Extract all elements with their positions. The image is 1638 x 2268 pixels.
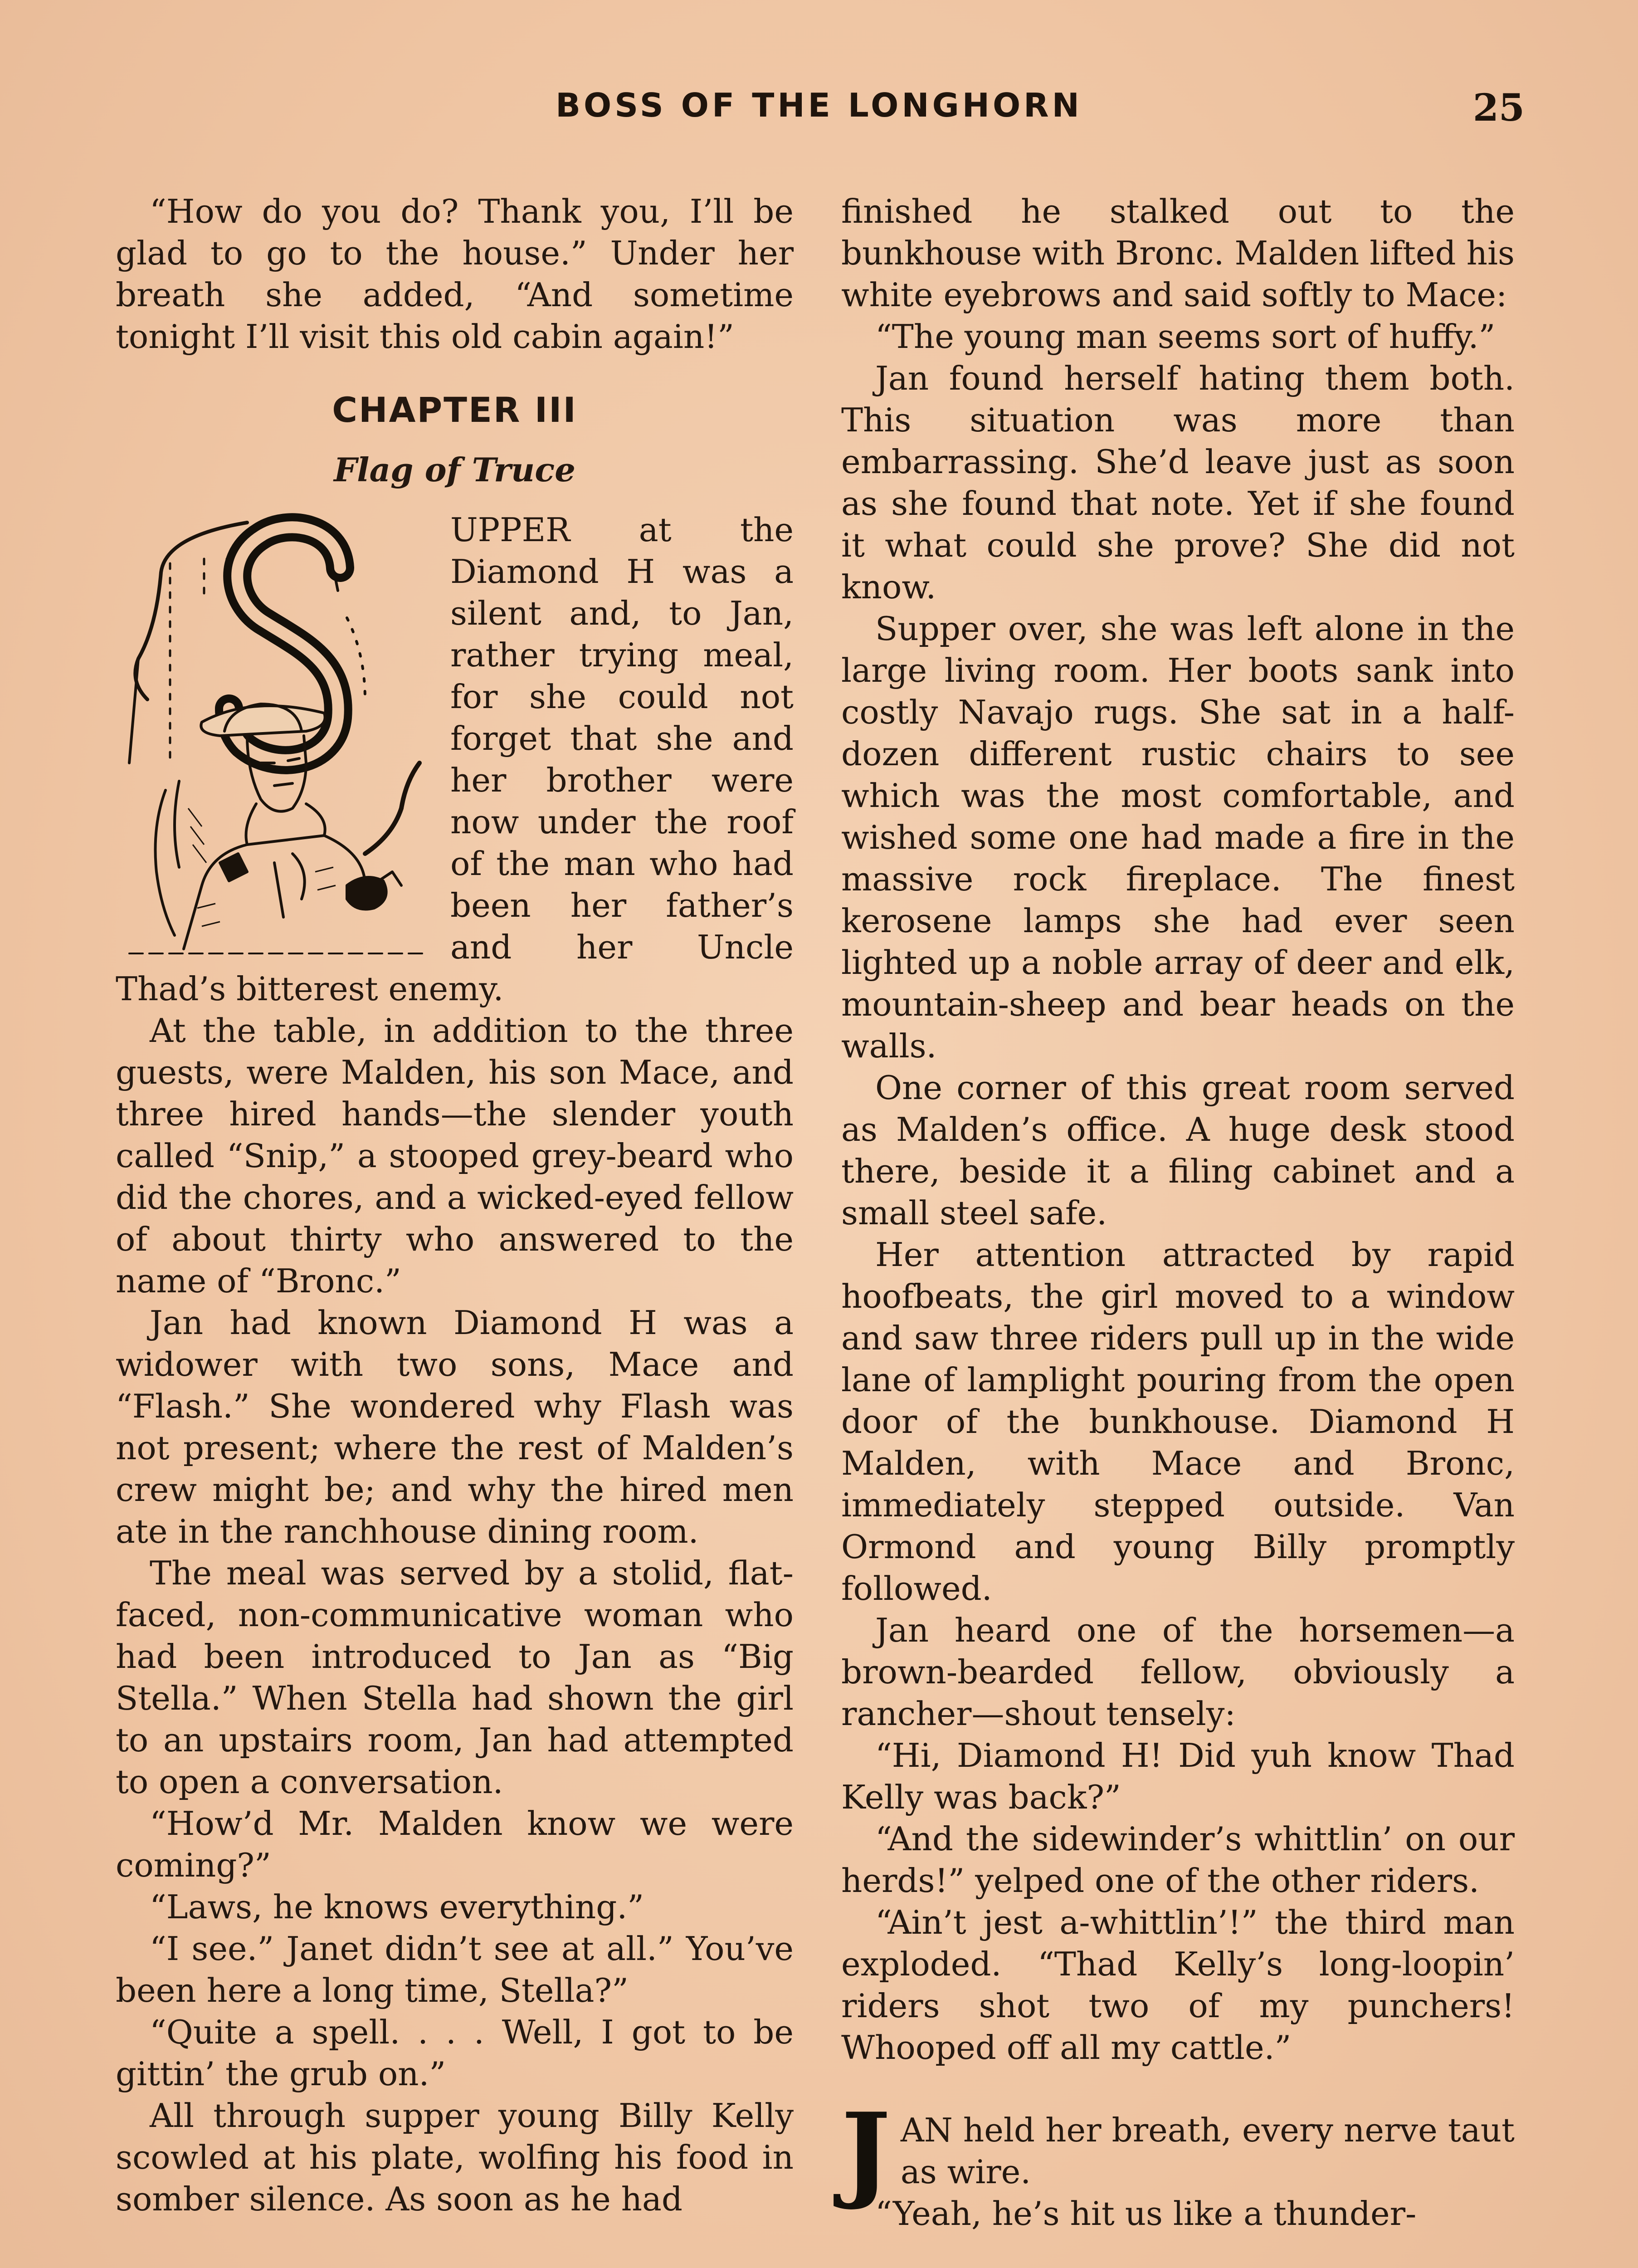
chapter-heading: CHAPTER III	[332, 390, 577, 430]
paragraph: Supper over, she was left alone in the large living room. Her boots sank into costly Navajo rugs. She sat in a half-dozen different rustic chairs to see which was the most comfortable, and wished some one had made a fire in the massive rock fireplace. The finest kerosene lamps she had ever seen lighted up a noble array of deer and elk, mountain-sheep and bear heads on the walls.	[841, 610, 1515, 1065]
paragraph: All through supper young Billy Kelly scowled at his plate, wolfing his food in somber silence. As soon as he had	[116, 2097, 794, 2218]
right-column	[841, 191, 1515, 2268]
paragraph: “I see.” Janet didn’t see at all.” You’ve been here a long time, Stella?”	[116, 1930, 794, 2009]
page-number: 25	[1472, 86, 1525, 130]
chapter-subtitle: Flag of Truce	[334, 450, 575, 489]
paragraph: “Laws, he knows everything.”	[150, 1888, 644, 1926]
dropcap-paragraph: UPPER at the Diamond H was a silent and, to Jan, rather trying meal, for she could not forget that she and her brother were now under the roof of the man who had been her father’s and her Uncle Thad’s bitterest enemy.	[116, 511, 794, 1008]
paragraph: Her attention attracted by rapid hoofbeats, the girl moved to a window and saw three riders pull up in the wide lane of lamplight pouring from the open door of the bunkhouse. Diamond H Malden, with Mace and Bronc, immediately stepped outside. Van Ormond and young Billy promptly followed.	[841, 1236, 1515, 1608]
paragraph: “Hi, Diamond H! Did yuh know Thad Kelly was back?”	[841, 1736, 1515, 1816]
page-header	[113, 86, 1525, 136]
paragraph: “Ain’t jest a-whittlin’!” the third man exploded. “Thad Kelly’s long-loopin’ riders shot two of my punchers! Whooped off all my cattle.”	[841, 1903, 1515, 2067]
drop-cap-s-cowboy-icon	[111, 509, 438, 967]
paragraph: The meal was served by a stolid, flat-faced, non-communicative woman who had been introduced to Jan as “Big Stella.” When Stella had shown the girl to an upstairs room, Jan had attempted to open a conversation.	[116, 1554, 794, 1801]
paragraph: “The young man seems sort of huffy.”	[875, 318, 1496, 356]
paragraph: Jan found herself hating them both. This situation was more than embarrassing. She’d leave just as soon as she found that note. Yet if she found it what could she prove? She did not know.	[841, 359, 1515, 606]
paragraph: Jan heard one of the horsemen—a brown-bearded fellow, obviously a rancher—shout tensely:	[841, 1611, 1515, 1733]
section-break	[841, 2068, 1515, 2109]
paragraph: “How’d Mr. Malden know we were coming?”	[116, 1804, 794, 1884]
paragraph: “And the sidewinder’s whittlin’ on our herds!” yelped one of the other riders.	[841, 1820, 1515, 1900]
opening-paragraph: “How do you do? Thank you, I’ll be glad to go to the house.” Under her breath she added, “And sometime tonight I’ll visit this old cabin again!”	[116, 192, 794, 356]
paragraph: Jan had known Diamond H was a widower with two sons, Mace and “Flash.” She wondered why Flash was not present; where the rest of Malden’s crew might be; and why the hired men ate in the ranchhouse dining room.	[116, 1304, 794, 1550]
running-title: BOSS OF THE LONGHORN	[556, 86, 1082, 124]
last-line: “Yeah, he’s hit us like a thunder-	[875, 2195, 1417, 2233]
drop-cap-j: J	[841, 2090, 891, 2213]
continuation-paragraph: finished he stalked out to the bunkhouse with Bronc. Malden lifted his white eyebrows and said softly to Mace:	[841, 192, 1515, 314]
paragraph: At the table, in addition to the three guests, were Malden, his son Mace, and three hired hands—the slender youth called “Snip,” a stooped grey-beard who did the chores, and a wicked-eyed fellow of about thirty who answered to the name of “Bronc.”	[116, 1012, 794, 1300]
paragraph: “Quite a spell. . . . Well, I got to be gittin’ the grub on.”	[116, 2013, 794, 2093]
paragraph: One corner of this great room served as Malden’s office. A huge desk stood there, beside it a filing cabinet and a small steel safe.	[841, 1069, 1515, 1232]
section-text: AN held her breath, every nerve taut as wire.	[900, 2111, 1515, 2191]
section-paragraph	[841, 2090, 1515, 2213]
left-column	[116, 191, 794, 2268]
